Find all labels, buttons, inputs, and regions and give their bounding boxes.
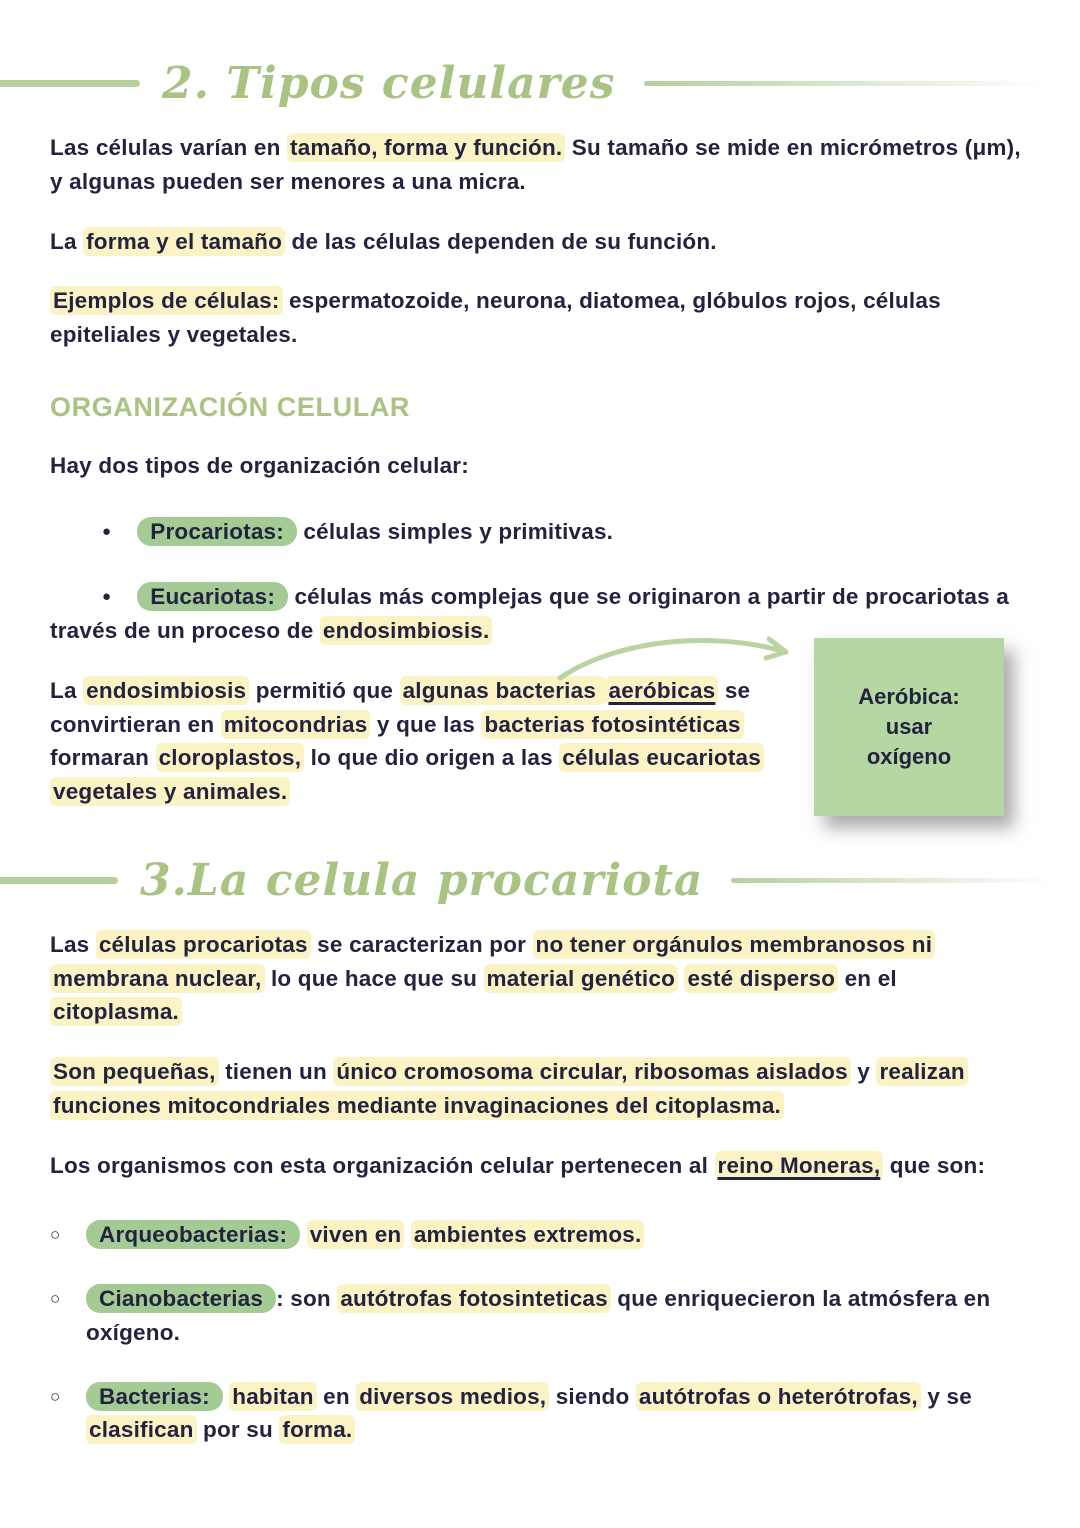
- para-procariota-definition: [50, 928, 1030, 1029]
- para-organization-intro: [50, 449, 1030, 483]
- highlighted-text: único cromosoma circular, ribosomas aislados: [333, 1057, 850, 1086]
- curved-arrow-icon: [552, 626, 804, 690]
- highlighted-text: endosimbiosis.: [320, 616, 493, 645]
- bullet-bacterias-text: [86, 1380, 1030, 1448]
- bullet-circle-icon: ○: [50, 1225, 61, 1245]
- text-segment: en: [316, 1383, 357, 1409]
- text-segment: por su: [196, 1417, 280, 1443]
- text-segment: La: [50, 228, 84, 254]
- bullet-bacterias: [50, 1380, 1030, 1448]
- text-segment: permitió que: [249, 677, 400, 703]
- decorative-line-right: [644, 81, 1080, 86]
- bullet-eucariotas-text: [50, 582, 1009, 645]
- text-segment: tienen un: [218, 1059, 334, 1084]
- highlighted-text: algunas bacterias: [400, 676, 606, 705]
- highlighted-text: clasifican: [86, 1415, 197, 1444]
- highlighted-text: realizan funciones mitocondriales mediante invaginaciones del citoplasma.: [50, 1057, 968, 1120]
- highlighted-text: vegetales y animales.: [50, 777, 290, 806]
- text-segment: se convirtieran en: [50, 677, 751, 737]
- para-procariota-features: [50, 1055, 1030, 1123]
- text-segment: y que las: [370, 711, 482, 737]
- para-cell-size: [50, 131, 1030, 199]
- text-segment: de las células dependen de su función.: [285, 228, 717, 254]
- sticky-note-line: oxígeno: [866, 743, 952, 769]
- highlighted-text: citoplasma.: [50, 997, 182, 1026]
- endosymbiosis-block: [0, 674, 1080, 809]
- highlighted-text: no tener orgánulos membranosos ni membrana nuclear,: [50, 930, 935, 993]
- text-segment: formaran: [50, 745, 156, 771]
- highlighted-text: bacterias fotosintéticas: [481, 710, 743, 739]
- highlighted-text: diversos medios,: [356, 1382, 549, 1411]
- text-segment: Las células varían en: [50, 135, 288, 160]
- section-2-heading-row: [0, 58, 1080, 109]
- decorative-line-right: [731, 878, 1080, 883]
- text-segment: y se: [920, 1383, 972, 1409]
- text-segment: se caracterizan por: [310, 931, 533, 957]
- text-segment: Las: [50, 931, 96, 957]
- section-2-title: 2. Tipos celulares: [162, 58, 616, 109]
- para-reino-moneras: [50, 1149, 1030, 1183]
- highlighted-text: forma.: [279, 1415, 355, 1444]
- sticky-note: [814, 638, 1004, 816]
- bullet-arqueobacterias: [50, 1218, 1030, 1252]
- sticky-note-line: usar: [885, 713, 933, 739]
- bullet-cianobacterias: [50, 1282, 1030, 1350]
- text-segment: en el: [838, 965, 897, 991]
- term-highlight: Procariotas:: [137, 517, 297, 546]
- text-segment: células simples y primitivas.: [296, 518, 614, 544]
- term-highlight: Eucariotas:: [137, 582, 288, 611]
- text-segment: y: [850, 1059, 877, 1084]
- para-shape-function: [50, 225, 1030, 259]
- text-segment: [300, 1222, 306, 1247]
- highlighted-text: ambientes extremos.: [411, 1220, 645, 1249]
- text-segment: La: [50, 677, 84, 703]
- decorative-line-left: [0, 877, 118, 884]
- bullet-circle-icon: ○: [50, 1386, 61, 1406]
- text-segment: : son: [276, 1286, 338, 1311]
- term-highlight: Bacterias:: [86, 1382, 223, 1411]
- text-segment: [404, 1222, 410, 1247]
- highlighted-text: aeróbicas: [606, 676, 719, 705]
- text-segment: lo que dio origen a las: [304, 745, 560, 771]
- para-cell-examples: [50, 284, 1030, 352]
- bullet-dot-icon: ●: [102, 522, 112, 540]
- highlighted-text: autótrofas fotosinteticas: [337, 1284, 611, 1313]
- highlighted-text: viven en: [307, 1220, 405, 1249]
- text-segment: Hay dos tipos de organización celular:: [50, 452, 469, 478]
- sticky-note-title: Aeróbica:: [858, 684, 960, 710]
- term-highlight: Arqueobacterias:: [86, 1220, 300, 1249]
- highlighted-text: forma y el tamaño: [83, 227, 285, 256]
- text-segment: Su tamaño se mide en micrómetros (μm), y algunas pueden ser menores a una micra.: [50, 135, 1021, 194]
- highlighted-text: Ejemplos de células:: [50, 286, 283, 315]
- text-segment: lo que hace que su: [264, 965, 484, 991]
- highlighted-text: mitocondrias: [221, 710, 371, 739]
- bullet-dot-icon: ●: [102, 588, 112, 606]
- bullet-cianobacterias-text: [86, 1282, 1030, 1350]
- bullet-procariotas: [50, 515, 1030, 549]
- highlighted-text: esté disperso: [684, 964, 838, 993]
- term-highlight: Cianobacterias: [86, 1284, 276, 1313]
- highlighted-text: células eucariotas: [559, 743, 764, 772]
- section-3-heading-row: [0, 855, 1080, 906]
- para-endosymbiosis: [50, 674, 840, 809]
- highlighted-text: endosimbiosis: [83, 676, 249, 705]
- section-3-title: 3.La celula procariota: [140, 854, 704, 906]
- bullet-arqueobacterias-text: [86, 1218, 1030, 1252]
- decorative-line-left: [0, 80, 140, 87]
- highlighted-text: células procariotas: [96, 930, 311, 959]
- text-segment: Los organismos con esta organización celular pertenecen al: [50, 1152, 715, 1178]
- highlighted-text: reino Moneras,: [715, 1151, 884, 1180]
- highlighted-text: autótrofas o heterótrofas,: [636, 1382, 921, 1411]
- highlighted-text: material genético: [484, 964, 678, 993]
- text-segment: células más complejas que se originaron a partir de procariotas a través de un proceso de: [50, 584, 1009, 643]
- organization-section-heading: ORGANIZACIÓN CELULAR: [50, 391, 410, 422]
- text-segment: que son:: [883, 1152, 986, 1178]
- bullet-procariotas-text: [137, 517, 613, 546]
- text-segment: que enriquecieron la atmósfera en oxígeno.: [86, 1286, 991, 1345]
- highlighted-text: habitan: [229, 1382, 316, 1411]
- text-segment: espermatozoide, neurona, diatomea, glóbulos rojos, células epiteliales y vegetales.: [50, 288, 941, 347]
- highlighted-text: cloroplastos,: [156, 743, 305, 772]
- bullet-circle-icon: ○: [50, 1289, 61, 1308]
- highlighted-text: Son pequeñas,: [50, 1057, 219, 1086]
- highlighted-text: tamaño, forma y función.: [287, 133, 565, 162]
- text-segment: siendo: [549, 1383, 636, 1409]
